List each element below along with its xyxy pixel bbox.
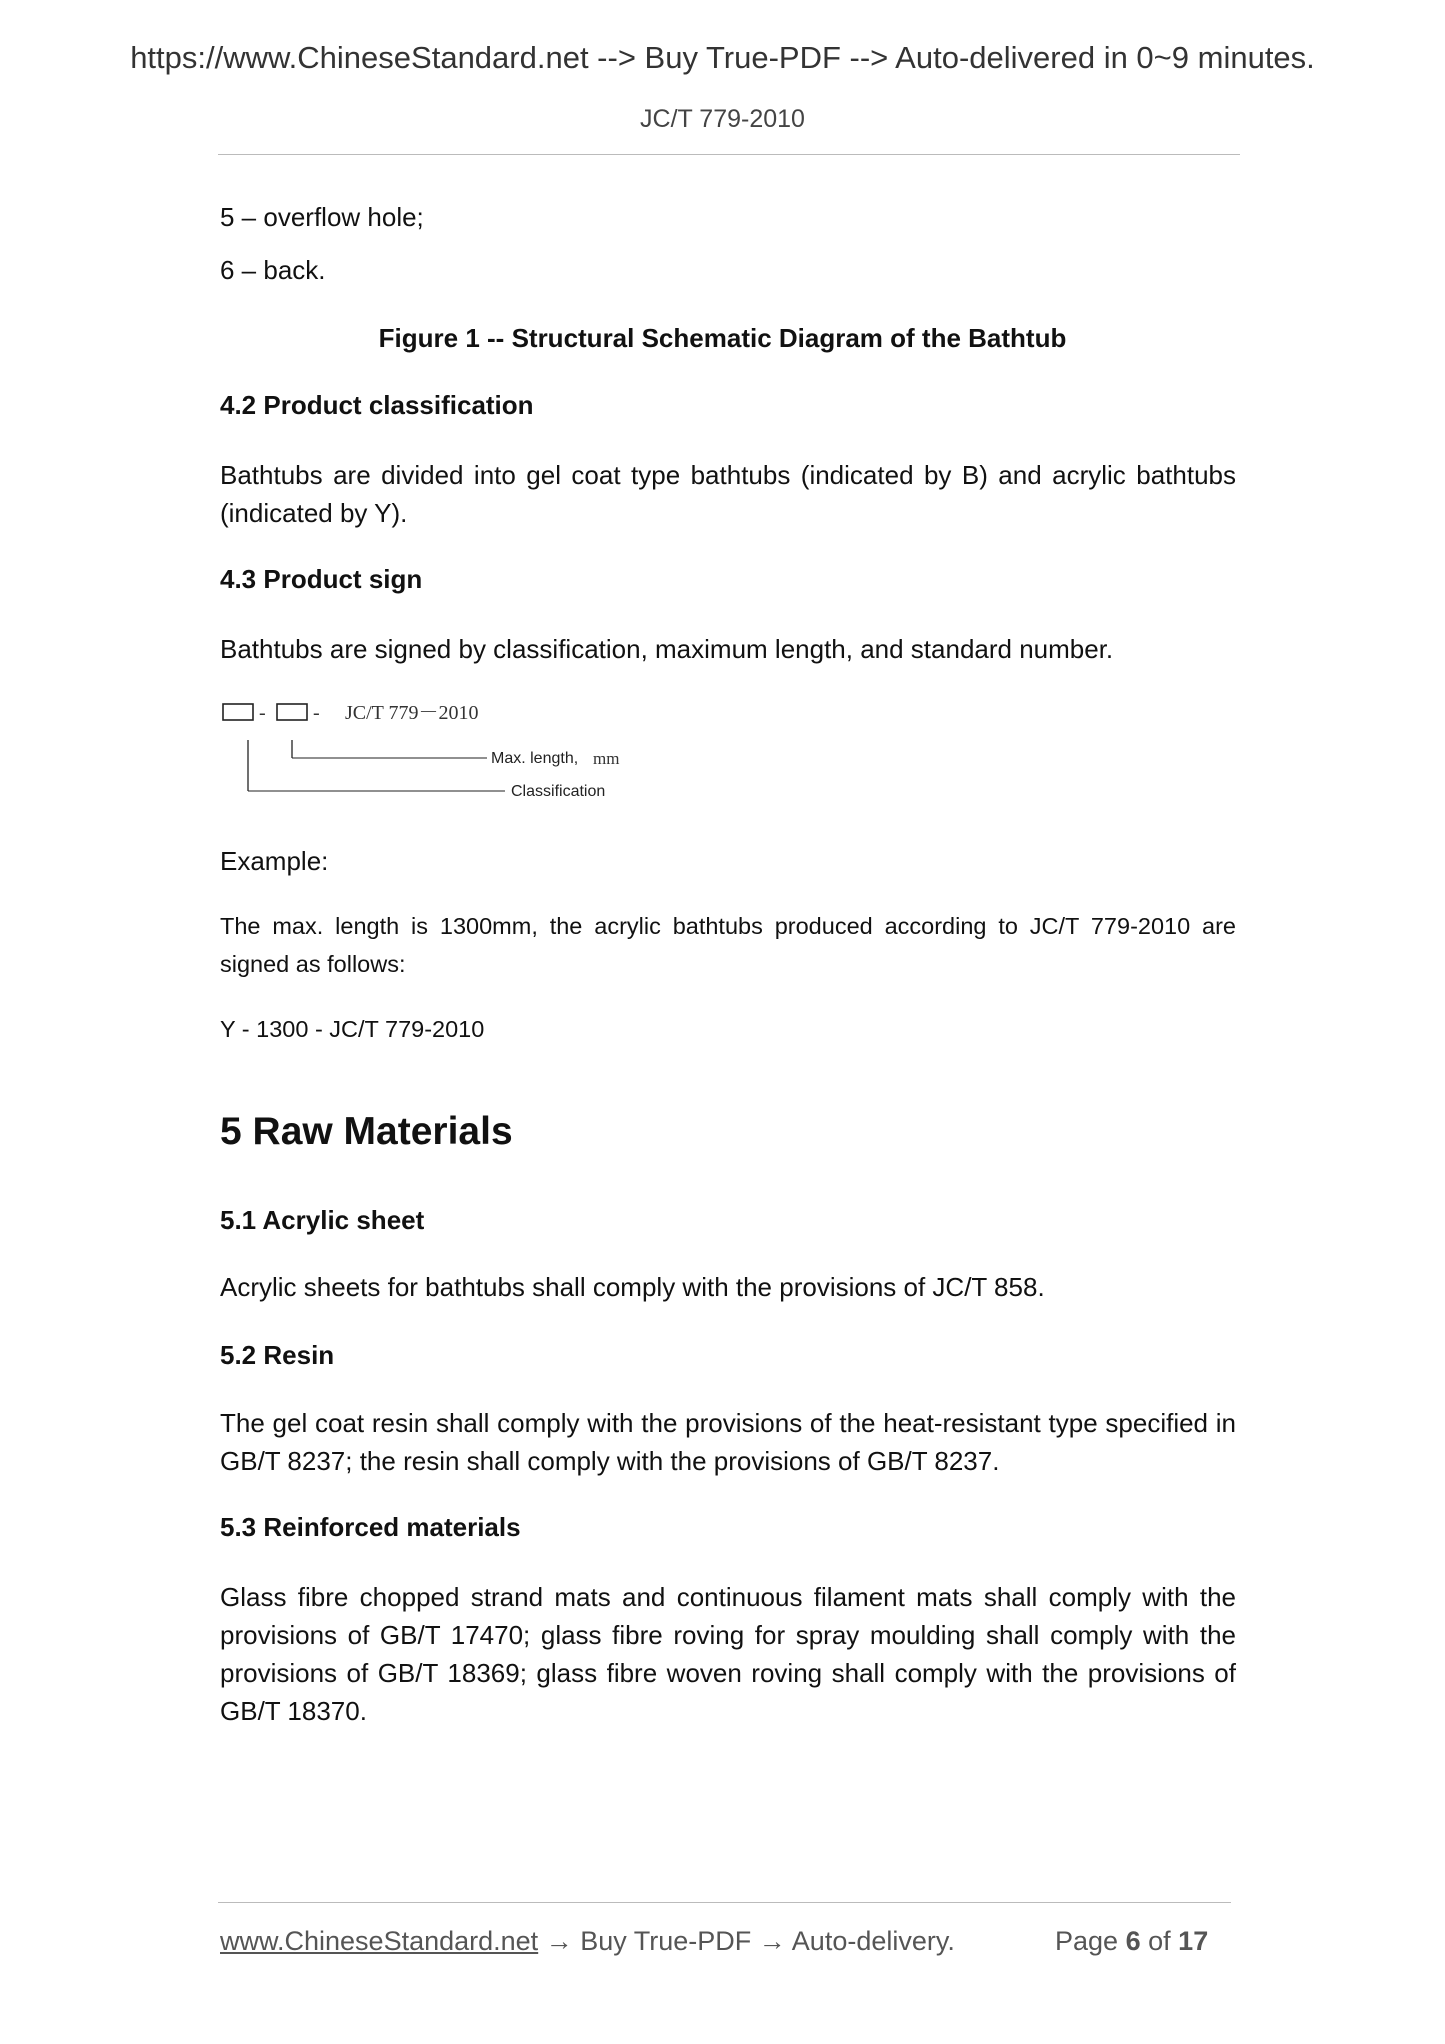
document-code: JC/T 779-2010 xyxy=(640,105,805,133)
section-5-2-text: The gel coat resin shall comply with the provisions of the heat-resistant type specified in GB/T 8237; the resin shall comply with the provisions of GB/T 8237. xyxy=(220,1408,1236,1476)
section-4-2-text: Bathtubs are divided into gel coat type bathtubs (indicated by B) and acrylic bathtubs (indicated by Y). xyxy=(220,460,1236,528)
footer-divider xyxy=(218,1902,1231,1903)
example-label: Example: xyxy=(220,846,329,876)
page-total: 17 xyxy=(1178,1926,1209,1956)
max-length-unit: mm xyxy=(593,749,620,768)
classification-box xyxy=(223,704,253,720)
page-indicator xyxy=(1055,1926,1208,1957)
header-banner: https://www.ChineseStandard.net --> Buy True-PDF --> Auto-delivered in 0~9 minutes. xyxy=(130,40,1315,75)
classification-label: Classification xyxy=(511,783,606,800)
section-4-3-text: Bathtubs are signed by classification, maximum length, and standard number. xyxy=(220,634,1114,664)
figure-legend-item-6: 6 – back. xyxy=(220,255,326,285)
example-text: The max. length is 1300mm, the acrylic bathtubs produced according to JC/T 779-2010 are signed as follows: xyxy=(220,913,1236,977)
footer-site-link[interactable]: www.ChineseStandard.net xyxy=(220,1926,539,1956)
page-label: Page xyxy=(1055,1926,1119,1956)
footer-buy-text: Buy True-PDF xyxy=(580,1926,752,1956)
length-box xyxy=(277,704,307,720)
sign-standard-code: JC/T 779－2010 xyxy=(345,702,479,724)
section-5-heading: 5 Raw Materials xyxy=(220,1110,513,1153)
page-number: 6 xyxy=(1125,1926,1141,1956)
header-divider xyxy=(218,154,1240,155)
sign-separator-2: - xyxy=(313,702,320,724)
section-4-3-heading: 4.3 Product sign xyxy=(220,564,423,594)
section-4-2-heading: 4.2 Product classification xyxy=(220,390,534,420)
section-5-3-text: Glass fibre chopped strand mats and continuous filament mats shall comply with the provisions of GB/T 17470; glass fibre roving for spray moulding shall comply with the provisions of GB/T 18369; glass fibre woven roving shall comply with the provisions of GB/T 18370. xyxy=(220,1582,1236,1726)
footer-auto-text: Auto-delivery. xyxy=(791,1926,955,1956)
product-sign-diagram xyxy=(215,690,655,810)
arrow-icon: → xyxy=(758,1926,786,1956)
sign-separator-1: - xyxy=(259,702,266,724)
arrow-icon: → xyxy=(545,1926,573,1956)
section-5-3-heading: 5.3 Reinforced materials xyxy=(220,1512,521,1542)
figure-caption: Figure 1 -- Structural Schematic Diagram of the Bathtub xyxy=(378,323,1067,353)
example-sign: Y - 1300 - JC/T 779-2010 xyxy=(220,1016,485,1042)
max-length-label: Max. length, xyxy=(491,750,579,767)
section-5-1-heading: 5.1 Acrylic sheet xyxy=(220,1205,425,1235)
section-5-1-text: Acrylic sheets for bathtubs shall comply with the provisions of JC/T 858. xyxy=(220,1272,1045,1302)
figure-legend-item-5: 5 – overflow hole; xyxy=(220,202,424,232)
of-label: of xyxy=(1148,1926,1171,1956)
section-5-2-heading: 5.2 Resin xyxy=(220,1340,335,1370)
footer-promo xyxy=(220,1926,955,1957)
